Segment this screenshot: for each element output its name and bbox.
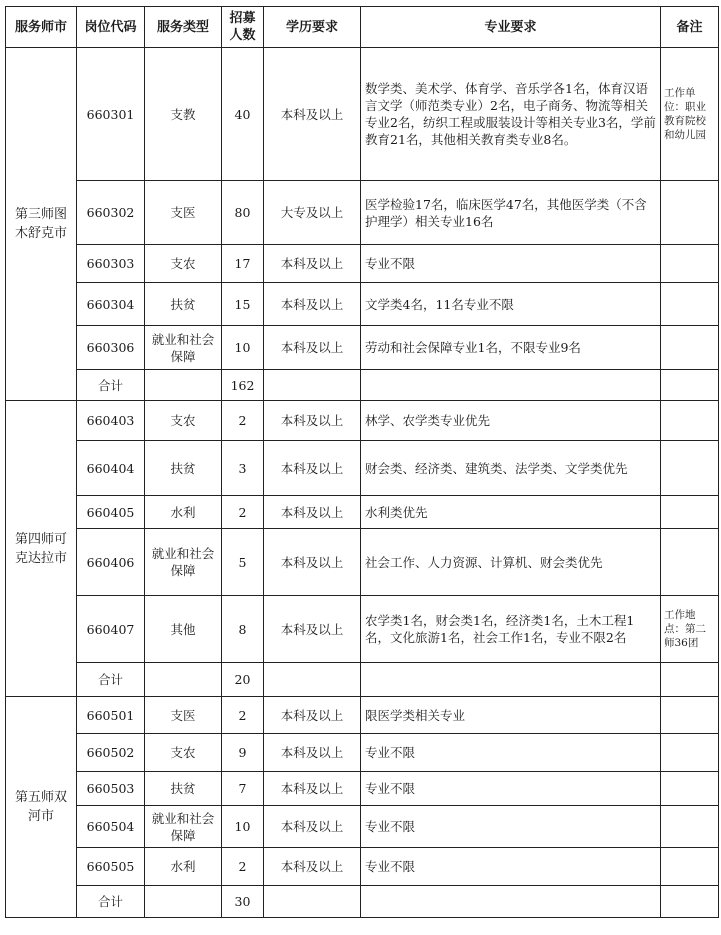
position-code-cell: 660404 — [77, 441, 145, 496]
table-row — [6, 806, 719, 848]
position-code-cell: 660304 — [77, 283, 145, 326]
table-row — [6, 441, 719, 496]
note-cell: 工作单位：职业教育院校和幼儿园 — [661, 48, 719, 181]
position-code-cell: 660503 — [77, 772, 145, 806]
service-type-cell: 支农 — [145, 245, 222, 283]
header-type: 服务类型 — [145, 7, 222, 48]
major-requirement-cell: 专业不限 — [361, 245, 661, 283]
major-requirement-cell: 水利类优先 — [361, 496, 661, 529]
note-cell — [661, 772, 719, 806]
education-cell: 本科及以上 — [264, 441, 361, 496]
header-count: 招募人数 — [222, 7, 264, 48]
total-label: 合计 — [77, 370, 145, 401]
table-row — [6, 326, 719, 370]
education-cell: 本科及以上 — [264, 283, 361, 326]
header-city: 服务师市 — [6, 7, 77, 48]
empty-cell — [661, 886, 719, 918]
table-row — [6, 48, 719, 181]
table-row — [6, 283, 719, 326]
total-count: 162 — [222, 370, 264, 401]
note-cell — [661, 441, 719, 496]
service-type-cell: 支农 — [145, 401, 222, 441]
recruit-count-cell: 2 — [222, 848, 264, 886]
table-row — [6, 181, 719, 245]
major-requirement-cell: 限医学类相关专业 — [361, 697, 661, 734]
service-type-cell: 支农 — [145, 734, 222, 772]
total-count: 30 — [222, 886, 264, 918]
education-cell: 本科及以上 — [264, 496, 361, 529]
service-type-cell: 支医 — [145, 697, 222, 734]
total-row — [6, 370, 719, 401]
major-requirement-cell: 农学类1名，财会类1名，经济类1名，土木工程1名，文化旅游1名，社会工作1名，专业不限2名 — [361, 596, 661, 663]
table-row — [6, 596, 719, 663]
major-requirement-cell: 专业不限 — [361, 806, 661, 848]
header-code: 岗位代码 — [77, 7, 145, 48]
service-type-cell: 水利 — [145, 496, 222, 529]
position-code-cell: 660306 — [77, 326, 145, 370]
note-cell — [661, 496, 719, 529]
note-cell — [661, 734, 719, 772]
education-cell: 本科及以上 — [264, 596, 361, 663]
major-requirement-cell: 专业不限 — [361, 772, 661, 806]
note-cell — [661, 848, 719, 886]
recruit-count-cell: 10 — [222, 326, 264, 370]
recruit-count-cell: 10 — [222, 806, 264, 848]
table-row — [6, 245, 719, 283]
recruit-count-cell: 80 — [222, 181, 264, 245]
service-type-cell: 支医 — [145, 181, 222, 245]
note-cell — [661, 181, 719, 245]
major-requirement-cell: 专业不限 — [361, 734, 661, 772]
note-cell — [661, 326, 719, 370]
table-row — [6, 697, 719, 734]
recruitment-table — [5, 6, 719, 918]
position-code-cell: 660406 — [77, 529, 145, 596]
empty-cell — [661, 370, 719, 401]
position-code-cell: 660501 — [77, 697, 145, 734]
note-cell — [661, 529, 719, 596]
recruit-count-cell: 7 — [222, 772, 264, 806]
service-type-cell: 水利 — [145, 848, 222, 886]
education-cell: 本科及以上 — [264, 848, 361, 886]
total-row — [6, 663, 719, 697]
service-type-cell: 扶贫 — [145, 772, 222, 806]
service-type-cell: 扶贫 — [145, 283, 222, 326]
header-note: 备注 — [661, 7, 719, 48]
position-code-cell: 660405 — [77, 496, 145, 529]
position-code-cell: 660407 — [77, 596, 145, 663]
table-row — [6, 772, 719, 806]
recruit-count-cell: 8 — [222, 596, 264, 663]
education-cell: 本科及以上 — [264, 48, 361, 181]
education-cell: 本科及以上 — [264, 529, 361, 596]
education-cell: 本科及以上 — [264, 772, 361, 806]
position-code-cell: 660504 — [77, 806, 145, 848]
service-type-cell: 扶贫 — [145, 441, 222, 496]
recruit-count-cell: 3 — [222, 441, 264, 496]
table-body — [6, 48, 719, 918]
note-cell: 工作地点：第二师36团 — [661, 596, 719, 663]
recruit-count-cell: 40 — [222, 48, 264, 181]
position-code-cell: 660303 — [77, 245, 145, 283]
recruit-count-cell: 5 — [222, 529, 264, 596]
table-row — [6, 401, 719, 441]
position-code-cell: 660403 — [77, 401, 145, 441]
education-cell: 本科及以上 — [264, 245, 361, 283]
empty-cell — [264, 370, 361, 401]
recruit-count-cell: 2 — [222, 496, 264, 529]
city-cell: 第三师图木舒克市 — [6, 48, 77, 401]
empty-cell — [361, 370, 661, 401]
recruitment-table-document — [5, 6, 719, 918]
education-cell: 本科及以上 — [264, 734, 361, 772]
recruit-count-cell: 2 — [222, 401, 264, 441]
major-requirement-cell: 林学、农学类专业优先 — [361, 401, 661, 441]
education-cell: 本科及以上 — [264, 697, 361, 734]
recruit-count-cell: 17 — [222, 245, 264, 283]
empty-cell — [361, 886, 661, 918]
service-type-cell: 支教 — [145, 48, 222, 181]
recruit-count-cell: 2 — [222, 697, 264, 734]
header-education: 学历要求 — [264, 7, 361, 48]
service-type-cell: 其他 — [145, 596, 222, 663]
major-requirement-cell: 文学类4名，11名专业不限 — [361, 283, 661, 326]
note-cell — [661, 806, 719, 848]
service-type-cell: 就业和社会保障 — [145, 806, 222, 848]
header-row — [6, 7, 719, 48]
position-code-cell: 660301 — [77, 48, 145, 181]
empty-cell — [264, 886, 361, 918]
city-cell: 第四师可克达拉市 — [6, 401, 77, 697]
service-type-cell: 就业和社会保障 — [145, 326, 222, 370]
note-cell — [661, 401, 719, 441]
position-code-cell: 660302 — [77, 181, 145, 245]
total-row — [6, 886, 719, 918]
recruit-count-cell: 15 — [222, 283, 264, 326]
education-cell: 本科及以上 — [264, 806, 361, 848]
education-cell: 本科及以上 — [264, 326, 361, 370]
empty-cell — [361, 663, 661, 697]
position-code-cell: 660502 — [77, 734, 145, 772]
table-row — [6, 734, 719, 772]
major-requirement-cell: 财会类、经济类、建筑类、法学类、文学类优先 — [361, 441, 661, 496]
major-requirement-cell: 数学类、美术学、体育学、音乐学各1名，体育汉语言文学（师范类专业）2名，电子商务、物流等相关专业2名，纺织工程或服装设计等相关专业3名，学前教育21名，其他相关教育类专业8名。 — [361, 48, 661, 181]
note-cell — [661, 697, 719, 734]
empty-cell — [145, 886, 222, 918]
position-code-cell: 660505 — [77, 848, 145, 886]
major-requirement-cell: 劳动和社会保障专业1名，不限专业9名 — [361, 326, 661, 370]
city-cell: 第五师双河市 — [6, 697, 77, 918]
total-label: 合计 — [77, 886, 145, 918]
major-requirement-cell: 社会工作、人力资源、计算机、财会类优先 — [361, 529, 661, 596]
education-cell: 大专及以上 — [264, 181, 361, 245]
total-label: 合计 — [77, 663, 145, 697]
major-requirement-cell: 医学检验17名，临床医学47名，其他医学类（不含护理学）相关专业16名 — [361, 181, 661, 245]
service-type-cell: 就业和社会保障 — [145, 529, 222, 596]
table-row — [6, 496, 719, 529]
recruit-count-cell: 9 — [222, 734, 264, 772]
table-row — [6, 848, 719, 886]
education-cell: 本科及以上 — [264, 401, 361, 441]
table-row — [6, 529, 719, 596]
total-count: 20 — [222, 663, 264, 697]
note-cell — [661, 283, 719, 326]
header-major: 专业要求 — [361, 7, 661, 48]
empty-cell — [264, 663, 361, 697]
empty-cell — [661, 663, 719, 697]
note-cell — [661, 245, 719, 283]
major-requirement-cell: 专业不限 — [361, 848, 661, 886]
empty-cell — [145, 370, 222, 401]
empty-cell — [145, 663, 222, 697]
